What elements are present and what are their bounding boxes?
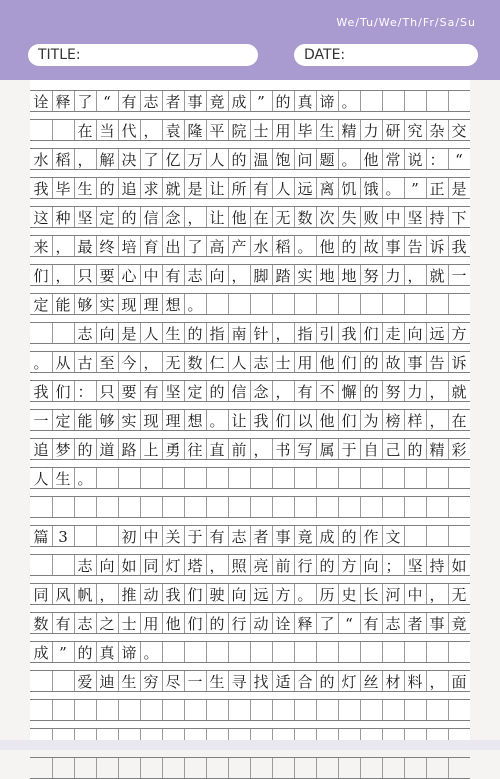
essay-line: 。 从 古 至 今 ， 无 数 仁 人 志 士 用 他 们 的 故 事 告 诉 <box>33 354 467 372</box>
grid-paper <box>30 80 470 740</box>
grid-row <box>30 264 470 286</box>
essay-line: 爱 迪 生 穷 尽 一 生 寻 找 适 合 的 灯 丝 材 料 ， 面 <box>77 673 467 691</box>
essay-line: 志 向 是 人 生 的 指 南 针 ， 指 引 我 们 走 向 远 方 <box>77 325 467 343</box>
essay-line: 这 种 坚 定 的 信 念 ， 让 他 在 无 数 次 失 败 中 坚 持 下 <box>33 209 467 227</box>
grid-row <box>30 699 470 721</box>
grid-row <box>30 670 470 692</box>
grid-row <box>30 206 470 228</box>
date-field[interactable]: DATE: <box>294 44 478 66</box>
essay-line: 在 当 代 ， 袁 隆 平 院 士 用 毕 生 精 力 研 究 杂 交 <box>77 122 467 140</box>
grid-row <box>30 380 470 402</box>
essay-line: 一 定 能 够 实 现 理 想 。 让 我 们 以 他 们 为 榜 样 ， 在 <box>33 412 467 430</box>
essay-line: 诠 释 了 “ 有 志 者 事 竟 成 ” 的 真 谛 。 <box>33 93 357 111</box>
essay-line: 定 能 够 实 现 理 想 。 <box>33 296 203 314</box>
grid-row <box>30 757 470 779</box>
grid-row <box>30 583 470 605</box>
essay-line: 成 ” 的 真 谛 。 <box>33 644 159 662</box>
grid-row <box>30 119 470 141</box>
grid-row <box>30 235 470 257</box>
grid-row <box>30 90 470 112</box>
essay-line: 人 生 。 <box>33 470 93 488</box>
grid-row <box>30 409 470 431</box>
grid-row <box>30 525 470 547</box>
essay-line: 同 风 帆 ， 推 动 我 们 驶 向 远 方 。 历 史 长 河 中 ， 无 <box>33 586 467 604</box>
essay-line: 我 们 ： 只 要 有 坚 定 的 信 念 ， 有 不 懈 的 努 力 ， 就 <box>33 383 467 401</box>
grid-row <box>30 438 470 460</box>
header-bar <box>0 0 500 80</box>
title-field[interactable]: TITLE: <box>28 44 258 66</box>
bottom-strip <box>0 740 500 750</box>
essay-line: 我 毕 生 的 追 求 就 是 让 所 有 人 远 离 饥 饿 。 ” 正 是 <box>33 180 467 198</box>
essay-line: 水 稻 ， 解 决 了 亿 万 人 的 温 饱 问 题 。 他 常 说 ： “ <box>33 151 463 169</box>
weekday-selector: We/Tu/We/Th/Fr/Sa/Su <box>336 16 476 29</box>
grid-row <box>30 612 470 634</box>
grid-row <box>30 496 470 518</box>
essay-line: 志 向 如 同 灯 塔 ， 照 亮 前 行 的 方 向 ； 坚 持 如 <box>77 557 467 575</box>
grid-row <box>30 641 470 663</box>
grid-row <box>30 351 470 373</box>
grid-row <box>30 293 470 315</box>
grid-row <box>30 322 470 344</box>
grid-row <box>30 148 470 170</box>
grid-row <box>30 467 470 489</box>
essay-line: 来 ， 最 终 培 育 出 了 高 产 水 稻 。 他 的 故 事 告 诉 我 <box>33 238 467 256</box>
essay-line <box>30 497 470 519</box>
essay-line: 们 ， 只 要 心 中 有 志 向 ， 脚 踏 实 地 地 努 力 ， 就 一 <box>33 267 467 285</box>
grid-row <box>30 177 470 199</box>
grid-row <box>30 554 470 576</box>
essay-line: 追 梦 的 道 路 上 勇 往 直 前 ， 书 写 属 于 自 己 的 精 彩 <box>33 441 467 459</box>
essay-line: 数 有 志 之 士 用 他 们 的 行 动 诠 释 了 “ 有 志 者 事 竟 <box>33 615 467 633</box>
essay-line: 篇 3 初 中 关 于 有 志 者 事 竟 成 的 作 文 <box>33 528 401 546</box>
